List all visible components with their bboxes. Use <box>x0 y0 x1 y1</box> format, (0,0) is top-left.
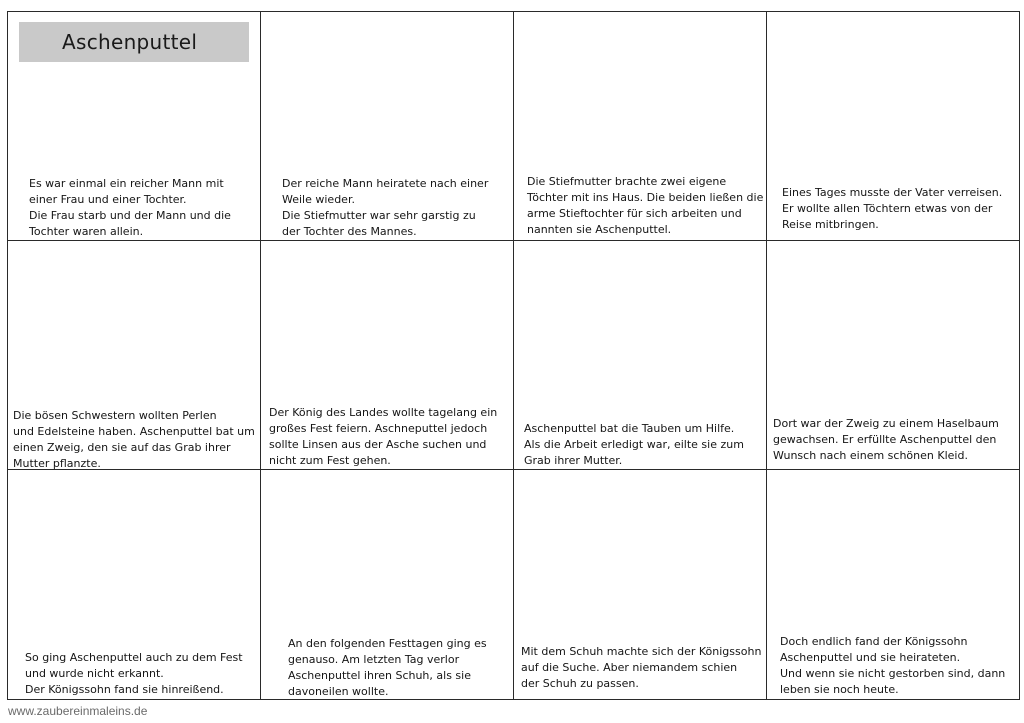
story-card-text: Die Stiefmutter brachte zwei eigene Töchter mit ins Haus. Die beiden ließen die arme Stieftochter für sich arbeiten und nannten sie Aschenputtel. <box>527 175 764 236</box>
story-card-text: Aschenputtel bat die Tauben um Hilfe. Als die Arbeit erledigt war, eilte sie zum Grab ihrer Mutter. <box>524 422 744 467</box>
story-card-grid <box>7 11 1020 700</box>
source-url: www.zaubereinmaleins.de <box>8 704 148 718</box>
worksheet-title: Aschenputtel <box>19 22 249 62</box>
story-card-text: Der König des Landes wollte tagelang ein großes Fest feiern. Aschneputtel jedoch sollte Linsen aus der Asche suchen und nicht zum Fest gehen. <box>269 406 498 467</box>
column-divider <box>513 12 514 699</box>
column-divider <box>260 12 261 699</box>
story-card-text: Eines Tages musste der Vater verreisen. Er wollte allen Töchtern etwas von der Reise mitbringen. <box>782 186 1003 231</box>
story-card-text: Es war einmal ein reicher Mann mit einer Frau und einer Tochter. Die Frau starb und der Mann und die Tochter waren allein. <box>29 177 231 238</box>
story-card-text: Der reiche Mann heiratete nach einer Weile wieder. Die Stiefmutter war sehr garstig zu der Tochter des Mannes. <box>282 177 489 238</box>
story-card-text: An den folgenden Festtagen ging es genauso. Am letzten Tag verlor Aschenputtel ihren Schuh, als sie davoneilen wollte. <box>288 637 487 698</box>
story-card-text: So ging Aschenputtel auch zu dem Fest und wurde nicht erkannt. Der Königssohn fand sie hinreißend. <box>25 651 243 696</box>
story-card-text: Die bösen Schwestern wollten Perlen und Edelsteine haben. Aschenputtel bat um einen Zweig, den sie auf das Grab ihrer Mutter pflanzte. <box>13 409 255 470</box>
story-card-text: Dort war der Zweig zu einem Haselbaum gewachsen. Er erfüllte Aschenputtel den Wunsch nach einem schönen Kleid. <box>773 417 999 462</box>
story-card-text: Mit dem Schuh machte sich der Königssohn auf die Suche. Aber niemandem schien der Schuh zu passen. <box>521 645 762 690</box>
story-card-text: Doch endlich fand der Königssohn Aschenputtel und sie heirateten. Und wenn sie nicht gestorben sind, dann leben sie noch heute. <box>780 635 1006 696</box>
row-divider <box>8 240 1019 241</box>
column-divider <box>766 12 767 699</box>
